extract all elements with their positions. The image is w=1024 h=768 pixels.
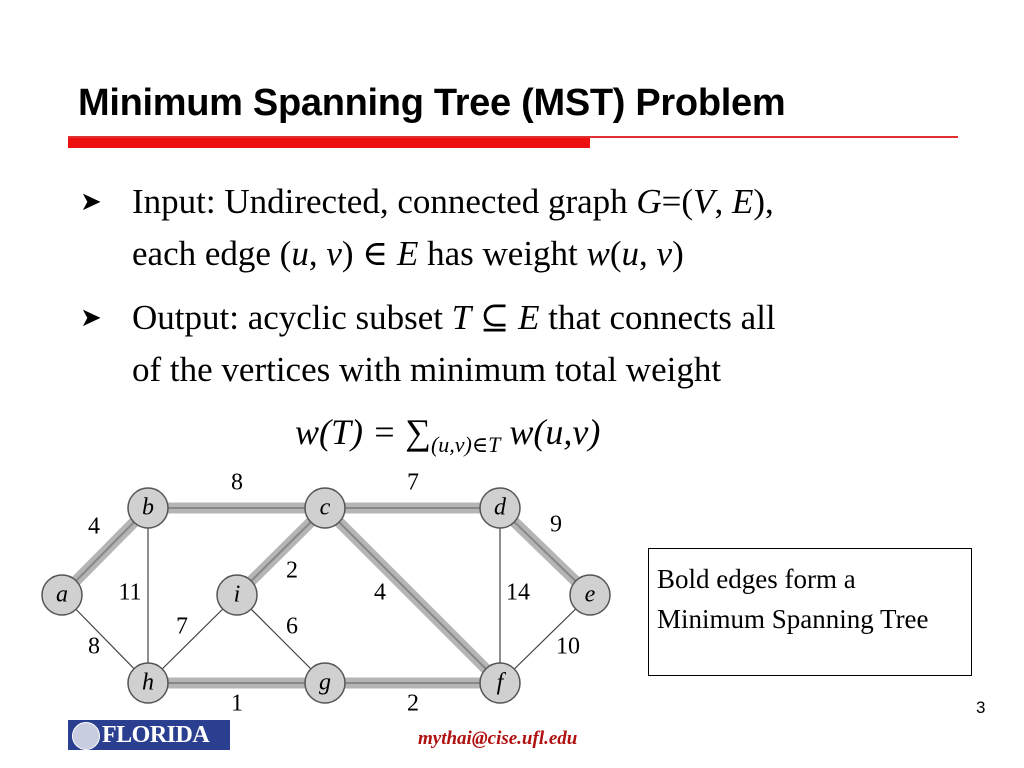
node-label-h: h (142, 669, 154, 696)
page-number: 3 (976, 698, 986, 717)
graph-diagram (0, 460, 640, 730)
node-label-c: c (319, 494, 331, 521)
edge-weight-label: 8 (88, 633, 100, 660)
node-label-d: d (494, 494, 506, 521)
node-label-a: a (56, 581, 68, 608)
node-label-f: f (496, 669, 504, 696)
edge-weight-label: 2 (286, 557, 298, 584)
bullet-arrow-icon: ➤ (80, 187, 102, 217)
bullet-line: Input: Undirected, connected graph G=(V, E), (132, 182, 774, 221)
slide-title: Minimum Spanning Tree (MST) Problem (78, 82, 786, 124)
node-label-e: e (584, 581, 596, 608)
edge-weight-label: 6 (286, 613, 298, 640)
edge-weight-label: 9 (550, 511, 562, 538)
node-label-g: g (319, 669, 331, 696)
bullet-line: each edge (u, v) ∈ E has weight w(u, v) (132, 234, 684, 273)
bullet-text (132, 292, 972, 396)
node-label-b: b (142, 494, 154, 521)
mst-weight-formula (295, 410, 600, 467)
edge-c-f (325, 508, 500, 683)
bullet-line: Output: acyclic subset T ⊆ E that connects all (132, 298, 776, 337)
formula-subscript: (u,v)∈T (430, 432, 501, 458)
title-underline-thick (68, 138, 590, 148)
mst-note-box: Bold edges form a Minimum Spanning Tree (648, 548, 972, 676)
edge-weight-label: 4 (374, 579, 386, 606)
edge-weight-label: 2 (407, 690, 419, 717)
seal-icon (72, 722, 100, 750)
author-email: mythai@cise.ufl.edu (418, 728, 578, 749)
formula-lhs: w(T) = ∑ (295, 412, 431, 452)
node-label-i: i (233, 581, 241, 608)
edge-weight-label: 14 (506, 579, 530, 606)
edge-weight-label: 7 (407, 469, 419, 496)
formula-rhs: w(u,v) (500, 412, 601, 452)
bullet-text (132, 176, 972, 280)
edge-weight-label: 4 (88, 513, 100, 540)
logo-wordmark: FLORIDA (102, 722, 210, 748)
edge-weight-label: 8 (231, 469, 243, 496)
edge-weight-label: 1 (231, 690, 243, 717)
edge-weight-label: 7 (176, 613, 188, 640)
florida-logo (68, 720, 230, 750)
bullet-arrow-icon: ➤ (80, 303, 102, 333)
edge-weight-label: 10 (556, 633, 580, 660)
bullet-line: of the vertices with minimum total weight (132, 350, 722, 389)
edge-weight-label: 11 (118, 579, 142, 606)
